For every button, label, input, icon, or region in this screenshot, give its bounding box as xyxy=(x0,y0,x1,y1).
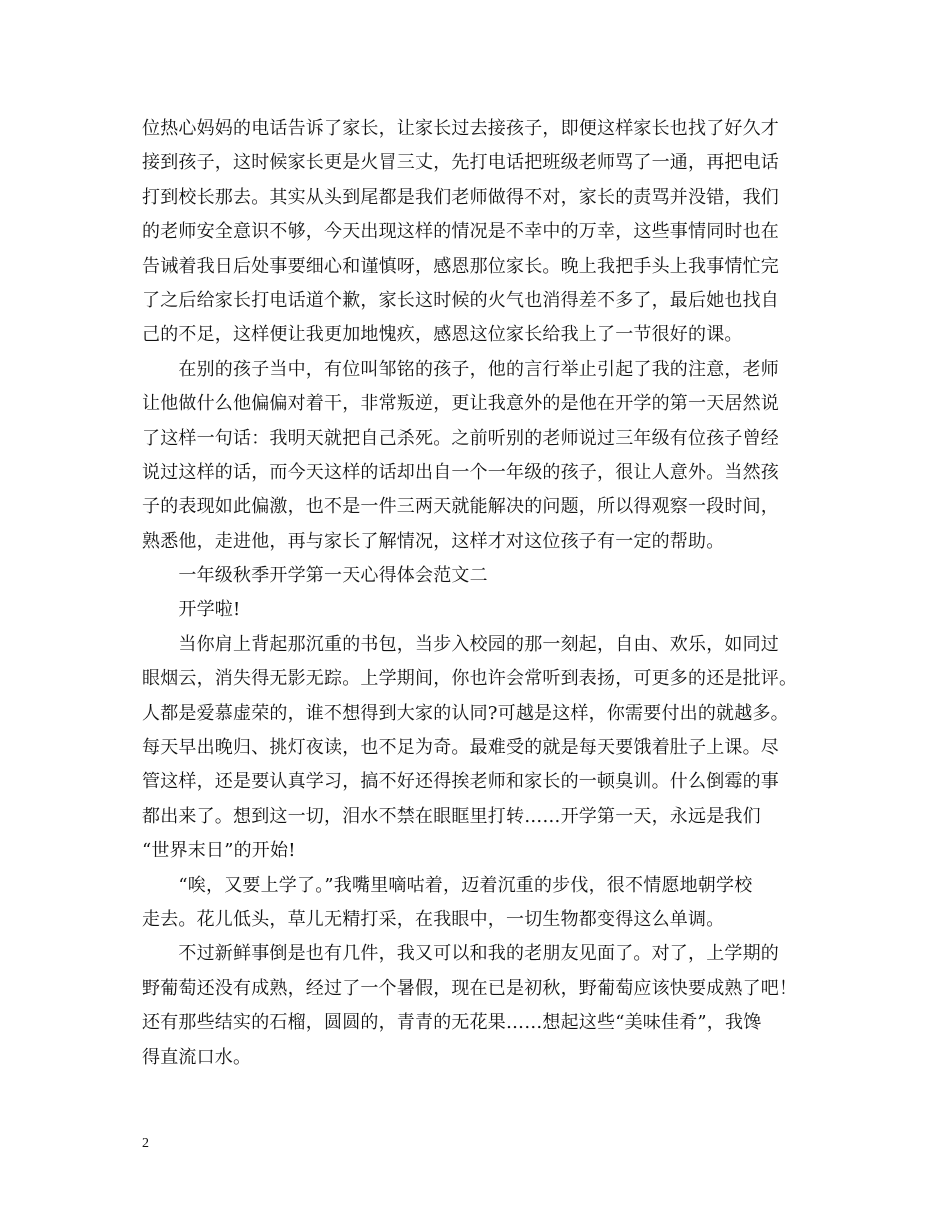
text-line: 还有那些结实的石榴，圆圆的，青青的无花果……想起这些“美味佳肴”，我馋 xyxy=(142,1012,762,1034)
text-line: “世界末日”的开始! xyxy=(142,840,296,862)
text-line: 当你肩上背起那沉重的书包，当步入校园的那一刻起，自由、欢乐，如同过 xyxy=(142,633,779,655)
text-line: 眼烟云，消失得无影无踪。上学期间，你也许会常听到表扬，可更多的还是批评。 xyxy=(142,668,798,690)
text-line: 都出来了。想到这一切，泪水不禁在眼眶里打转……开学第一天，永远是我们 xyxy=(142,805,761,827)
text-line: 人都是爱慕虚荣的，谁不想得到大家的认同?可越是这样，你需要付出的就越多。 xyxy=(142,702,789,724)
page-number: 2 xyxy=(142,1136,149,1151)
text-line: 告诫着我日后处事要细心和谨慎呀，感恩那位家长。晚上我把手头上我事情忙完 xyxy=(142,255,779,277)
text-line: 打到校长那去。其实从头到尾都是我们老师做得不对，家长的责骂并没错，我们 xyxy=(142,186,779,208)
text-line: “唉，又要上学了。”我嘴里嘀咕着，迈着沉重的步伐，很不情愿地朝学校 xyxy=(142,874,753,896)
text-line: 走去。花儿低头，草儿无精打采，在我眼中，一切生物都变得这么单调。 xyxy=(142,908,725,930)
text-line: 开学啦! xyxy=(142,599,241,621)
text-line: 子的表现如此偏激，也不是一件三两天就能解决的问题，所以得观察一段时间， xyxy=(142,496,779,518)
text-line: 己的不足，这样便让我更加地愧疚，感恩这位家长给我上了一节很好的课。 xyxy=(142,324,743,346)
text-line: 管这样，还是要认真学习，搞不好还得挨老师和家长的一顿臭训。什么倒霉的事 xyxy=(142,771,779,793)
text-line: 在别的孩子当中，有位叫邹铭的孩子，他的言行举止引起了我的注意，老师 xyxy=(142,358,779,380)
text-line: 的老师安全意识不够，今天出现这样的情况是不幸中的万幸，这些事情同时也在 xyxy=(142,221,779,243)
text-line: 了这样一句话：我明天就把自己杀死。之前听别的老师说过三年级有位孩子曾经 xyxy=(142,427,779,449)
text-line: 野葡萄还没有成熟，经过了一个暑假，现在已是初秋，野葡萄应该快要成熟了吧！ xyxy=(142,977,798,999)
body-text xyxy=(142,112,832,1075)
text-line: 位热心妈妈的电话告诉了家长，让家长过去接孩子，即便这样家长也找了好久才 xyxy=(142,118,779,139)
text-line: 不过新鲜事倒是也有几件，我又可以和我的老朋友见面了。对了，上学期的 xyxy=(142,943,779,965)
text-line: 了之后给家长打电话道个歉，家长这时候的火气也消得差不多了，最后她也找自 xyxy=(142,289,779,311)
text-line: 说过这样的话，而今天这样的话却出自一个一年级的孩子，很让人意外。当然孩 xyxy=(142,461,779,483)
section-heading: 一年级秋季开学第一天心得体会范文二 xyxy=(142,565,488,587)
text-line: 得直流口水。 xyxy=(142,1046,252,1068)
text-line: 熟悉他，走进他，再与家长了解情况，这样才对这位孩子有一定的帮助。 xyxy=(142,530,725,552)
text-line: 接到孩子，这时候家长更是火冒三丈，先打电话把班级老师骂了一通，再把电话 xyxy=(142,152,779,174)
text-line: 让他做什么他偏偏对着干，非常叛逆，更让我意外的是他在开学的第一天居然说 xyxy=(142,393,779,415)
text-line: 每天早出晚归、挑灯夜读，也不足为奇。最难受的就是每天要饿着肚子上课。尽 xyxy=(142,737,779,759)
